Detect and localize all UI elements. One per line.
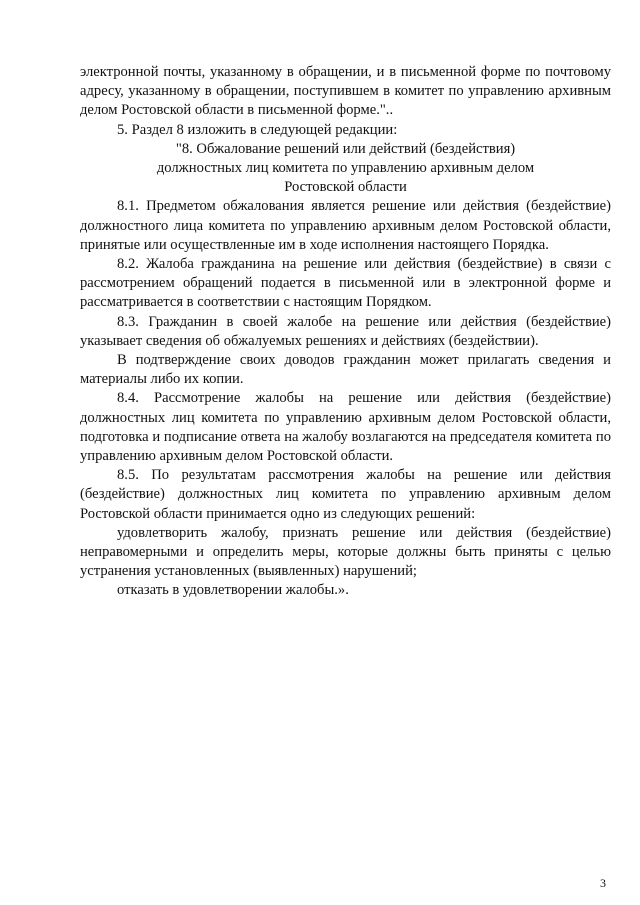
paragraph-8-2: 8.2. Жалоба гражданина на решение или действия (бездействие) в связи с рассмотрением обращений подается в письменной или в электронной форме и рассматривается в соответствии с настоящим Порядком. (80, 256, 611, 311)
paragraph-evidence: В подтверждение своих доводов гражданин может прилагать сведения и материалы либо их копии. (80, 352, 611, 388)
section-8-heading (80, 140, 611, 198)
paragraph-section-5: 5. Раздел 8 изложить в следующей редакции: (117, 121, 398, 138)
paragraph-8-1: 8.1. Предметом обжалования является решение или действия (бездействие) должностного лица комитета по управлению архивным делом Ростовской области, принятые или осуществленные им в ходе исполнения настоящего Порядка. (80, 198, 611, 253)
paragraph-8-4: 8.4. Рассмотрение жалобы на решение или действия (бездействие) должностных лиц комитета по управлению архивным делом Ростовской области, подготовка и подписание ответа на жалобу возлагаются на председателя комитета по управлению архивным делом Ростовской области. (80, 390, 611, 465)
page-number: 3 (600, 876, 606, 890)
document-body (80, 63, 611, 601)
paragraph-continuation: электронной почты, указанному в обращении, и в письменной форме по почтовому адресу, указанному в обращении, поступившем в комитет по управлению архивным делом Ростовской области в письменной форме.".. (80, 64, 611, 119)
paragraph-decision-satisfy: удовлетворить жалобу, признать решение или действия (бездействие) неправомерными и определить меры, которые должны быть приняты с целью устранения установленных (выявленных) нарушений; (80, 524, 611, 580)
heading-line-3: Ростовской области (284, 179, 407, 196)
paragraph-8-5: 8.5. По результатам рассмотрения жалобы на решение или действия (бездействие) должностных лиц комитета по управлению архивным делом Ростовской области принимается одно из следующих решений: (80, 467, 611, 522)
paragraph-decision-refuse: отказать в удовлетворении жалобы.». (117, 582, 349, 599)
paragraph-8-3: 8.3. Гражданин в своей жалобе на решение или действия (бездействие) указывает сведения об обжалуемых решениях и действиях (бездействии). (80, 313, 611, 349)
heading-line-2: должностных лиц комитета по управлению архивным делом (156, 160, 535, 177)
heading-line-1: "8. Обжалование решений или действий (бездействия) (175, 140, 516, 157)
